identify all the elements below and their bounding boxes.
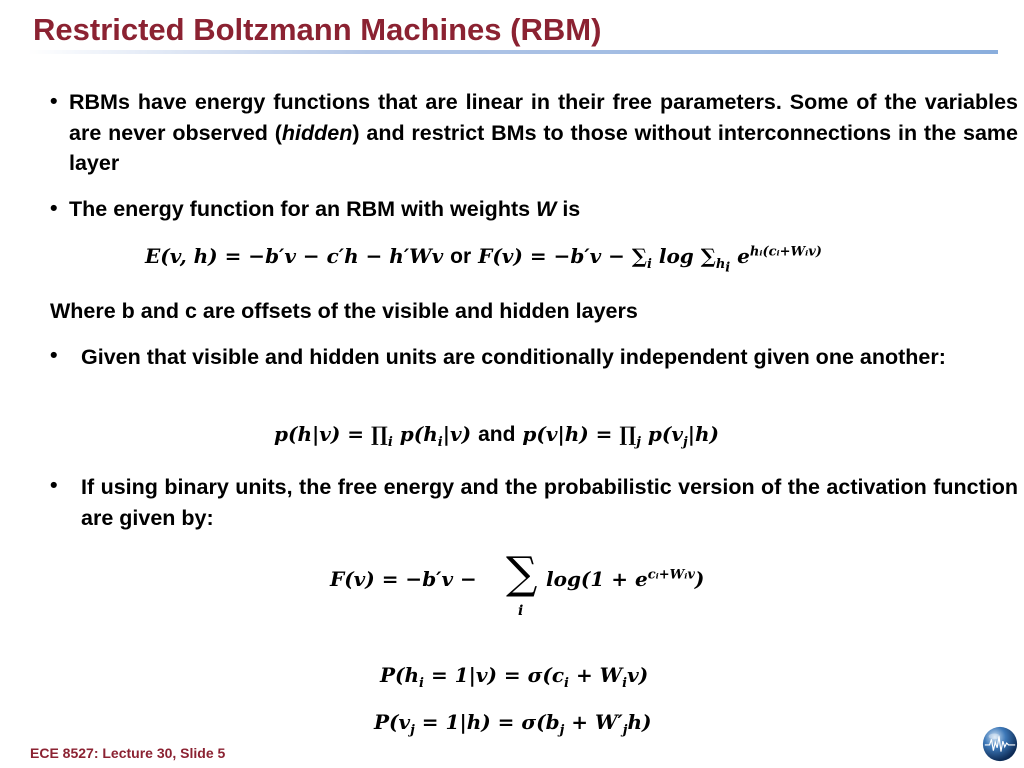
free-energy-rhs-a: F(v) = −b′v − ∑ <box>478 244 647 268</box>
slide-title: Restricted Boltzmann Machines (RBM) <box>33 12 602 47</box>
conditional-equation <box>274 422 719 450</box>
sum-symbol: ∑ <box>506 548 538 599</box>
bullet-1-hidden-word: hidden <box>281 120 353 145</box>
offsets-line: Where b and c are offsets of the visible and hidden layers <box>50 299 638 323</box>
free-energy-e: e <box>730 244 750 268</box>
eq5-b-sub: j <box>559 723 565 738</box>
binary-rhs <box>546 567 704 591</box>
sum-sub-h-i: i <box>725 260 731 276</box>
bullet-rbm-definition <box>69 87 1018 179</box>
eq4-a: P(h <box>380 663 420 687</box>
eq4-d: v) <box>627 663 649 687</box>
free-energy-log: log ∑ <box>651 244 716 268</box>
cond-rhs-c: |h) <box>687 422 719 446</box>
eq5-c: + W′ <box>564 710 623 734</box>
eq5-a-sub: j <box>410 723 415 738</box>
bullet-energy-function <box>69 194 1018 225</box>
binary-free-energy-equation <box>330 567 477 591</box>
bullet-1-text-b: ) and restrict BMs to those without interconnections in the same layer <box>69 120 1018 175</box>
eq4-c-sub: i <box>622 676 628 691</box>
sum-index: i <box>518 603 524 619</box>
eq4-b-sub: i <box>564 676 569 691</box>
bullet-binary-units: If using binary units, the free energy and the probabilistic version of the activation function are given by: <box>81 475 1018 530</box>
cond-lhs-b: p(h <box>392 422 438 446</box>
eq5-b: = 1|h) = σ(b <box>414 710 560 734</box>
bullet-marker-1: • <box>50 89 58 113</box>
hidden-activation-equation <box>380 663 648 691</box>
cond-lhs: p(h|v) = ∏ <box>274 422 388 446</box>
visible-activation-equation <box>374 710 651 738</box>
binary-log: log(1 + e <box>546 567 648 591</box>
eq4-a-sub: i <box>419 676 424 691</box>
cond-rhs-sub: j <box>636 435 641 450</box>
sum-sub-i: i <box>646 257 652 272</box>
cond-lhs-b-sub: i <box>437 435 443 450</box>
eq5-c-sub: j <box>622 723 628 738</box>
cond-rhs-b-sub: j <box>683 435 688 450</box>
cond-lhs-c: |v) <box>442 422 472 446</box>
bullet-1-text-a: RBMs have energy functions that are linear in their free parameters. Some of the variables are never observed ( <box>69 90 1018 145</box>
title-underline <box>28 50 998 54</box>
cond-rhs: p(v|h) = ∏ <box>522 422 637 446</box>
bullet-2-w: W <box>536 197 557 221</box>
bullet-marker-3: • <box>50 343 58 367</box>
free-energy-exponent: hᵢ(cᵢ+Wᵢv) <box>749 244 822 260</box>
or-word: or <box>450 245 472 268</box>
bullet-conditional-independence: Given that visible and hidden units are conditionally independent given one another: <box>81 345 946 369</box>
and-word: and <box>478 423 516 446</box>
cond-lhs-sub: i <box>387 435 393 450</box>
cond-rhs-b: p(v <box>640 422 683 446</box>
bullet-marker-4: • <box>50 473 58 497</box>
slide-footer: ECE 8527: Lecture 30, Slide 5 <box>30 745 226 761</box>
bullet-marker-2: • <box>50 196 58 220</box>
binary-lhs: F(v) = −b′v − <box>330 567 477 591</box>
bullet-2-text-b: is <box>556 197 581 221</box>
binary-close: ) <box>694 567 705 591</box>
globe-logo-icon <box>981 725 1019 763</box>
eq5-a: P(v <box>374 710 411 734</box>
eq4-c: + W <box>568 663 623 687</box>
bullet-2-text-a: The energy function for an RBM with weights <box>69 197 537 221</box>
binary-exponent: cᵢ+Wᵢv <box>647 567 695 583</box>
energy-lhs: E(v, h) = −b′v − c′h − h′Wv <box>145 244 444 268</box>
eq5-d: h) <box>627 710 652 734</box>
sum-sub-h: h <box>715 257 726 272</box>
energy-equation <box>145 244 822 276</box>
eq4-b: = 1|v) = σ(c <box>424 663 565 687</box>
